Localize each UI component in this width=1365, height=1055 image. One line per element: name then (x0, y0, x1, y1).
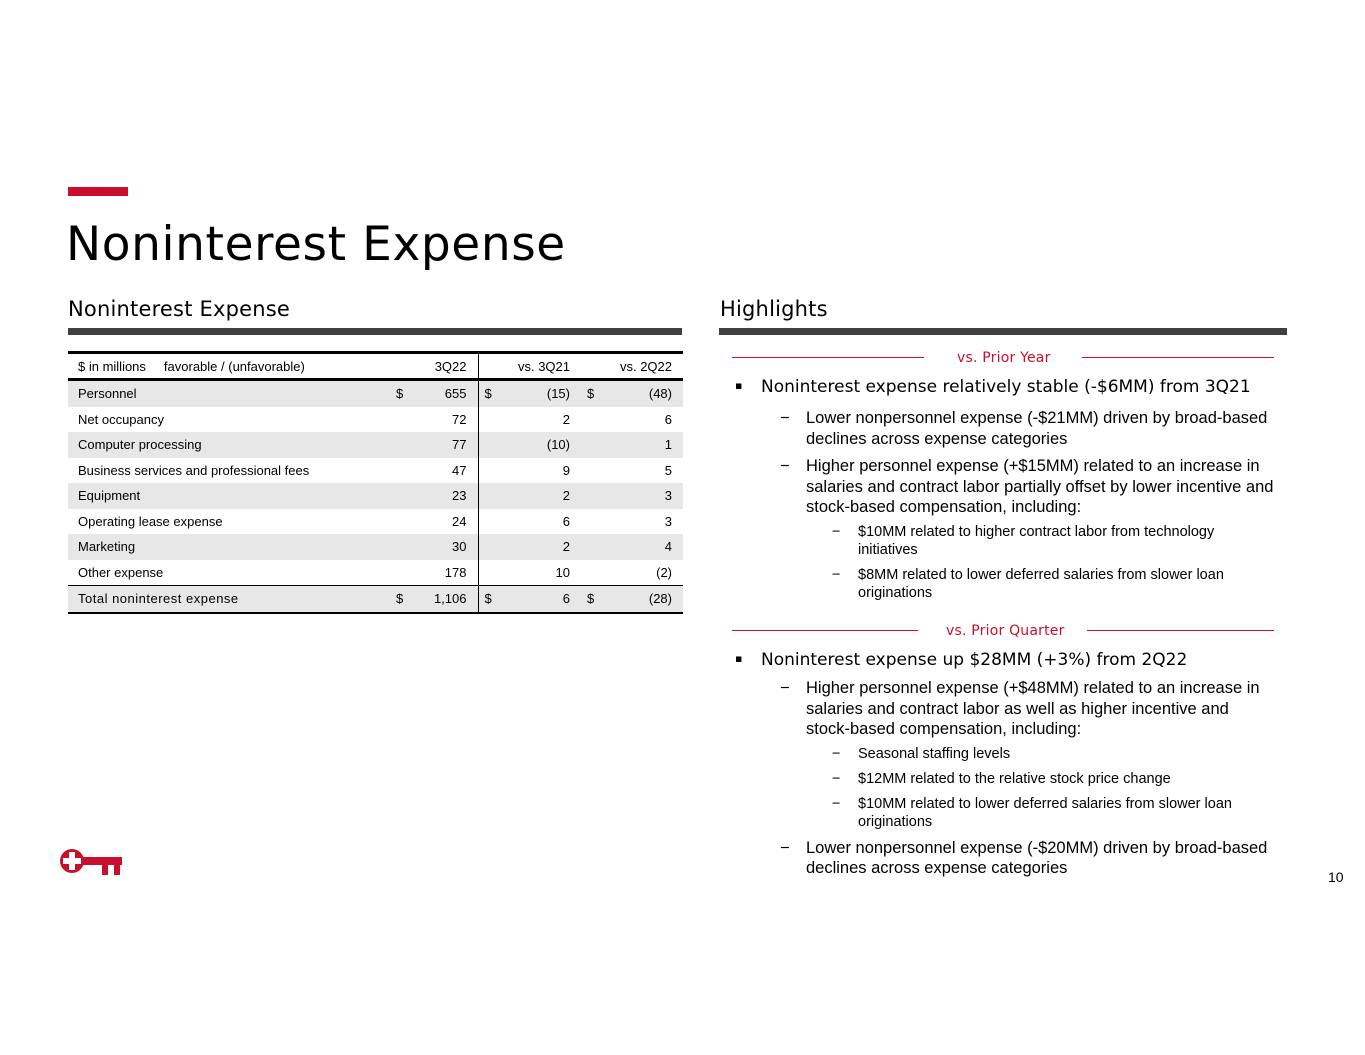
currency-sign (581, 458, 609, 484)
bullet-text: Noninterest expense up $28MM (+3%) from 2Q22 (761, 650, 1188, 670)
dash-bullet-icon: − (780, 838, 790, 857)
currency-sign (581, 534, 609, 560)
sub-bullet-text: Higher personnel expense (+$48MM) related to an increase in salaries and contract labor as well as higher incentive and stock-based compensation, including: (806, 679, 1260, 738)
table-row (68, 432, 683, 458)
total-label: Total noninterest expense (78, 591, 239, 607)
value-vs-2q22: (48) (648, 386, 672, 402)
row-label: Business services and professional fees (78, 462, 310, 478)
sub-sub-bullet-text: $10MM related to higher contract labor from technology initiatives (858, 523, 1215, 558)
bullet-item (735, 376, 1280, 398)
sub-bullet-text: Lower nonpersonnel expense (-$20MM) driven by broad-based declines across expense categories (806, 838, 1268, 877)
row-label: Equipment (78, 488, 141, 504)
sub-sub-bullet-item (735, 770, 1280, 788)
table-header-label (68, 353, 390, 380)
currency-sign (478, 432, 508, 458)
currency-sign (581, 509, 609, 535)
currency-sign (478, 534, 508, 560)
prior-year-label: vs. Prior Year (957, 350, 1051, 366)
value-vs-2q22: (2) (656, 564, 672, 580)
row-label: Net occupancy (78, 411, 164, 427)
expense-table (68, 351, 683, 614)
value-vs-3q21: 2 (562, 488, 570, 504)
sub-bullet-item (735, 838, 1280, 879)
table-section-heading: Noninterest Expense (68, 297, 291, 321)
value-3q22: 47 (408, 458, 478, 484)
currency-sign: $ (587, 386, 595, 402)
dash-bullet-icon: − (832, 770, 841, 787)
currency-sign (581, 407, 609, 433)
sub-sub-bullet-text: $12MM related to the relative stock price change (858, 770, 1171, 787)
table-row (68, 483, 683, 509)
highlights-rule (719, 328, 1287, 335)
sub-bullet-item (735, 678, 1280, 740)
value-vs-3q21: 2 (562, 539, 570, 555)
col-header-vs-2q22: vs. 2Q22 (619, 358, 672, 374)
page-number: 10 (1328, 869, 1344, 885)
table-row (68, 534, 683, 560)
favorability-note: favorable / (unfavorable) (163, 358, 305, 374)
currency-sign (390, 407, 408, 433)
currency-sign (478, 483, 508, 509)
sub-sub-bullet-text: $8MM related to lower deferred salaries from slower loan originations (858, 566, 1224, 601)
currency-sign: $ (396, 591, 404, 607)
currency-sign (390, 534, 408, 560)
currency-sign: $ (396, 386, 404, 402)
table-row (68, 458, 683, 484)
prior-quarter-label: vs. Prior Quarter (946, 623, 1065, 639)
sub-sub-bullet-text: $10MM related to lower deferred salaries from slower loan originations (858, 795, 1232, 830)
total-vs-3q21: 6 (562, 591, 570, 607)
prior-quarter-divider-left (732, 630, 918, 631)
value-vs-3q21: 2 (562, 411, 570, 427)
sub-sub-bullet-item (735, 566, 1280, 602)
table-row (68, 509, 683, 535)
units-label: $ in millions (78, 358, 146, 374)
prior-year-divider-left (732, 357, 924, 358)
value-vs-2q22: 6 (664, 411, 672, 427)
row-label: Marketing (78, 539, 136, 555)
sub-bullet-item (735, 456, 1280, 518)
currency-sign (581, 432, 609, 458)
title-accent-bar (68, 187, 128, 196)
dash-bullet-icon: − (832, 523, 841, 540)
currency-sign: $ (484, 591, 492, 607)
total-vs-2q22: (28) (648, 591, 672, 607)
value-3q22: 655 (408, 380, 478, 407)
value-vs-2q22: 4 (664, 539, 672, 555)
value-vs-3q21: 6 (562, 513, 570, 529)
row-label: Computer processing (78, 437, 202, 453)
sub-sub-bullet-item (735, 745, 1280, 763)
value-vs-2q22: 3 (664, 513, 672, 529)
sub-sub-bullet-item (735, 795, 1280, 831)
prior-year-divider-right (1082, 357, 1274, 358)
currency-sign (390, 483, 408, 509)
dash-bullet-icon: − (780, 679, 790, 697)
key-logo-icon (58, 845, 124, 877)
value-vs-3q21: (10) (546, 437, 570, 453)
value-vs-2q22: 3 (664, 488, 672, 504)
sub-bullet-text: Lower nonpersonnel expense (-$21MM) driven by broad-based declines across expense categories (806, 409, 1268, 448)
value-3q22: 72 (408, 407, 478, 433)
value-vs-2q22: 1 (664, 437, 672, 453)
value-vs-3q21: (15) (546, 386, 570, 402)
table-row (68, 380, 683, 407)
table-row (68, 560, 683, 586)
value-vs-3q21: 10 (555, 564, 570, 580)
value-vs-3q21: 9 (562, 462, 570, 478)
row-label: Operating lease expense (78, 513, 223, 529)
table-header-row (68, 353, 683, 380)
currency-sign (581, 483, 609, 509)
dash-bullet-icon: − (832, 566, 841, 583)
dash-bullet-icon: − (780, 409, 790, 427)
dash-bullet-icon: − (832, 745, 841, 762)
currency-sign: $ (587, 591, 595, 607)
currency-sign (390, 432, 408, 458)
col-header-vs-3q21: vs. 3Q21 (517, 358, 570, 374)
value-3q22: 23 (408, 483, 478, 509)
total-3q22: 1,106 (408, 586, 478, 613)
currency-sign (478, 560, 508, 586)
sub-bullet-text: Higher personnel expense (+$15MM) related to an increase in salaries and contract labor partially offset by lower incentive and stock-based compensation, including: (806, 457, 1274, 516)
col-header-3q22: 3Q22 (390, 353, 478, 380)
square-bullet-icon: ▪ (735, 379, 743, 392)
value-3q22: 30 (408, 534, 478, 560)
sub-bullet-item (735, 408, 1280, 449)
currency-sign (390, 509, 408, 535)
currency-sign: $ (484, 386, 492, 402)
highlights-heading: Highlights (720, 297, 828, 321)
dash-bullet-icon: − (832, 795, 841, 812)
sub-sub-bullet-text: Seasonal staffing levels (858, 745, 1011, 762)
row-label: Other expense (78, 564, 164, 580)
value-3q22: 24 (408, 509, 478, 535)
currency-sign (478, 407, 508, 433)
currency-sign (390, 560, 408, 586)
value-vs-2q22: 5 (664, 462, 672, 478)
currency-sign (478, 509, 508, 535)
prior-quarter-divider-right (1087, 630, 1274, 631)
prior-quarter-highlights (735, 649, 1280, 879)
page-title: Noninterest Expense (66, 217, 566, 272)
dash-bullet-icon: − (780, 457, 790, 475)
square-bullet-icon: ▪ (735, 652, 743, 665)
bullet-item (735, 649, 1280, 671)
prior-year-highlights (735, 376, 1280, 602)
value-3q22: 178 (408, 560, 478, 586)
bullet-text: Noninterest expense relatively stable (-$6MM) from 3Q21 (761, 377, 1251, 397)
value-3q22: 77 (408, 432, 478, 458)
currency-sign (478, 458, 508, 484)
sub-sub-bullet-item (735, 523, 1280, 559)
table-section-rule (68, 328, 682, 335)
row-label: Personnel (78, 386, 137, 402)
table-total-row (68, 586, 683, 613)
currency-sign (581, 560, 609, 586)
table-row (68, 407, 683, 433)
currency-sign (390, 458, 408, 484)
